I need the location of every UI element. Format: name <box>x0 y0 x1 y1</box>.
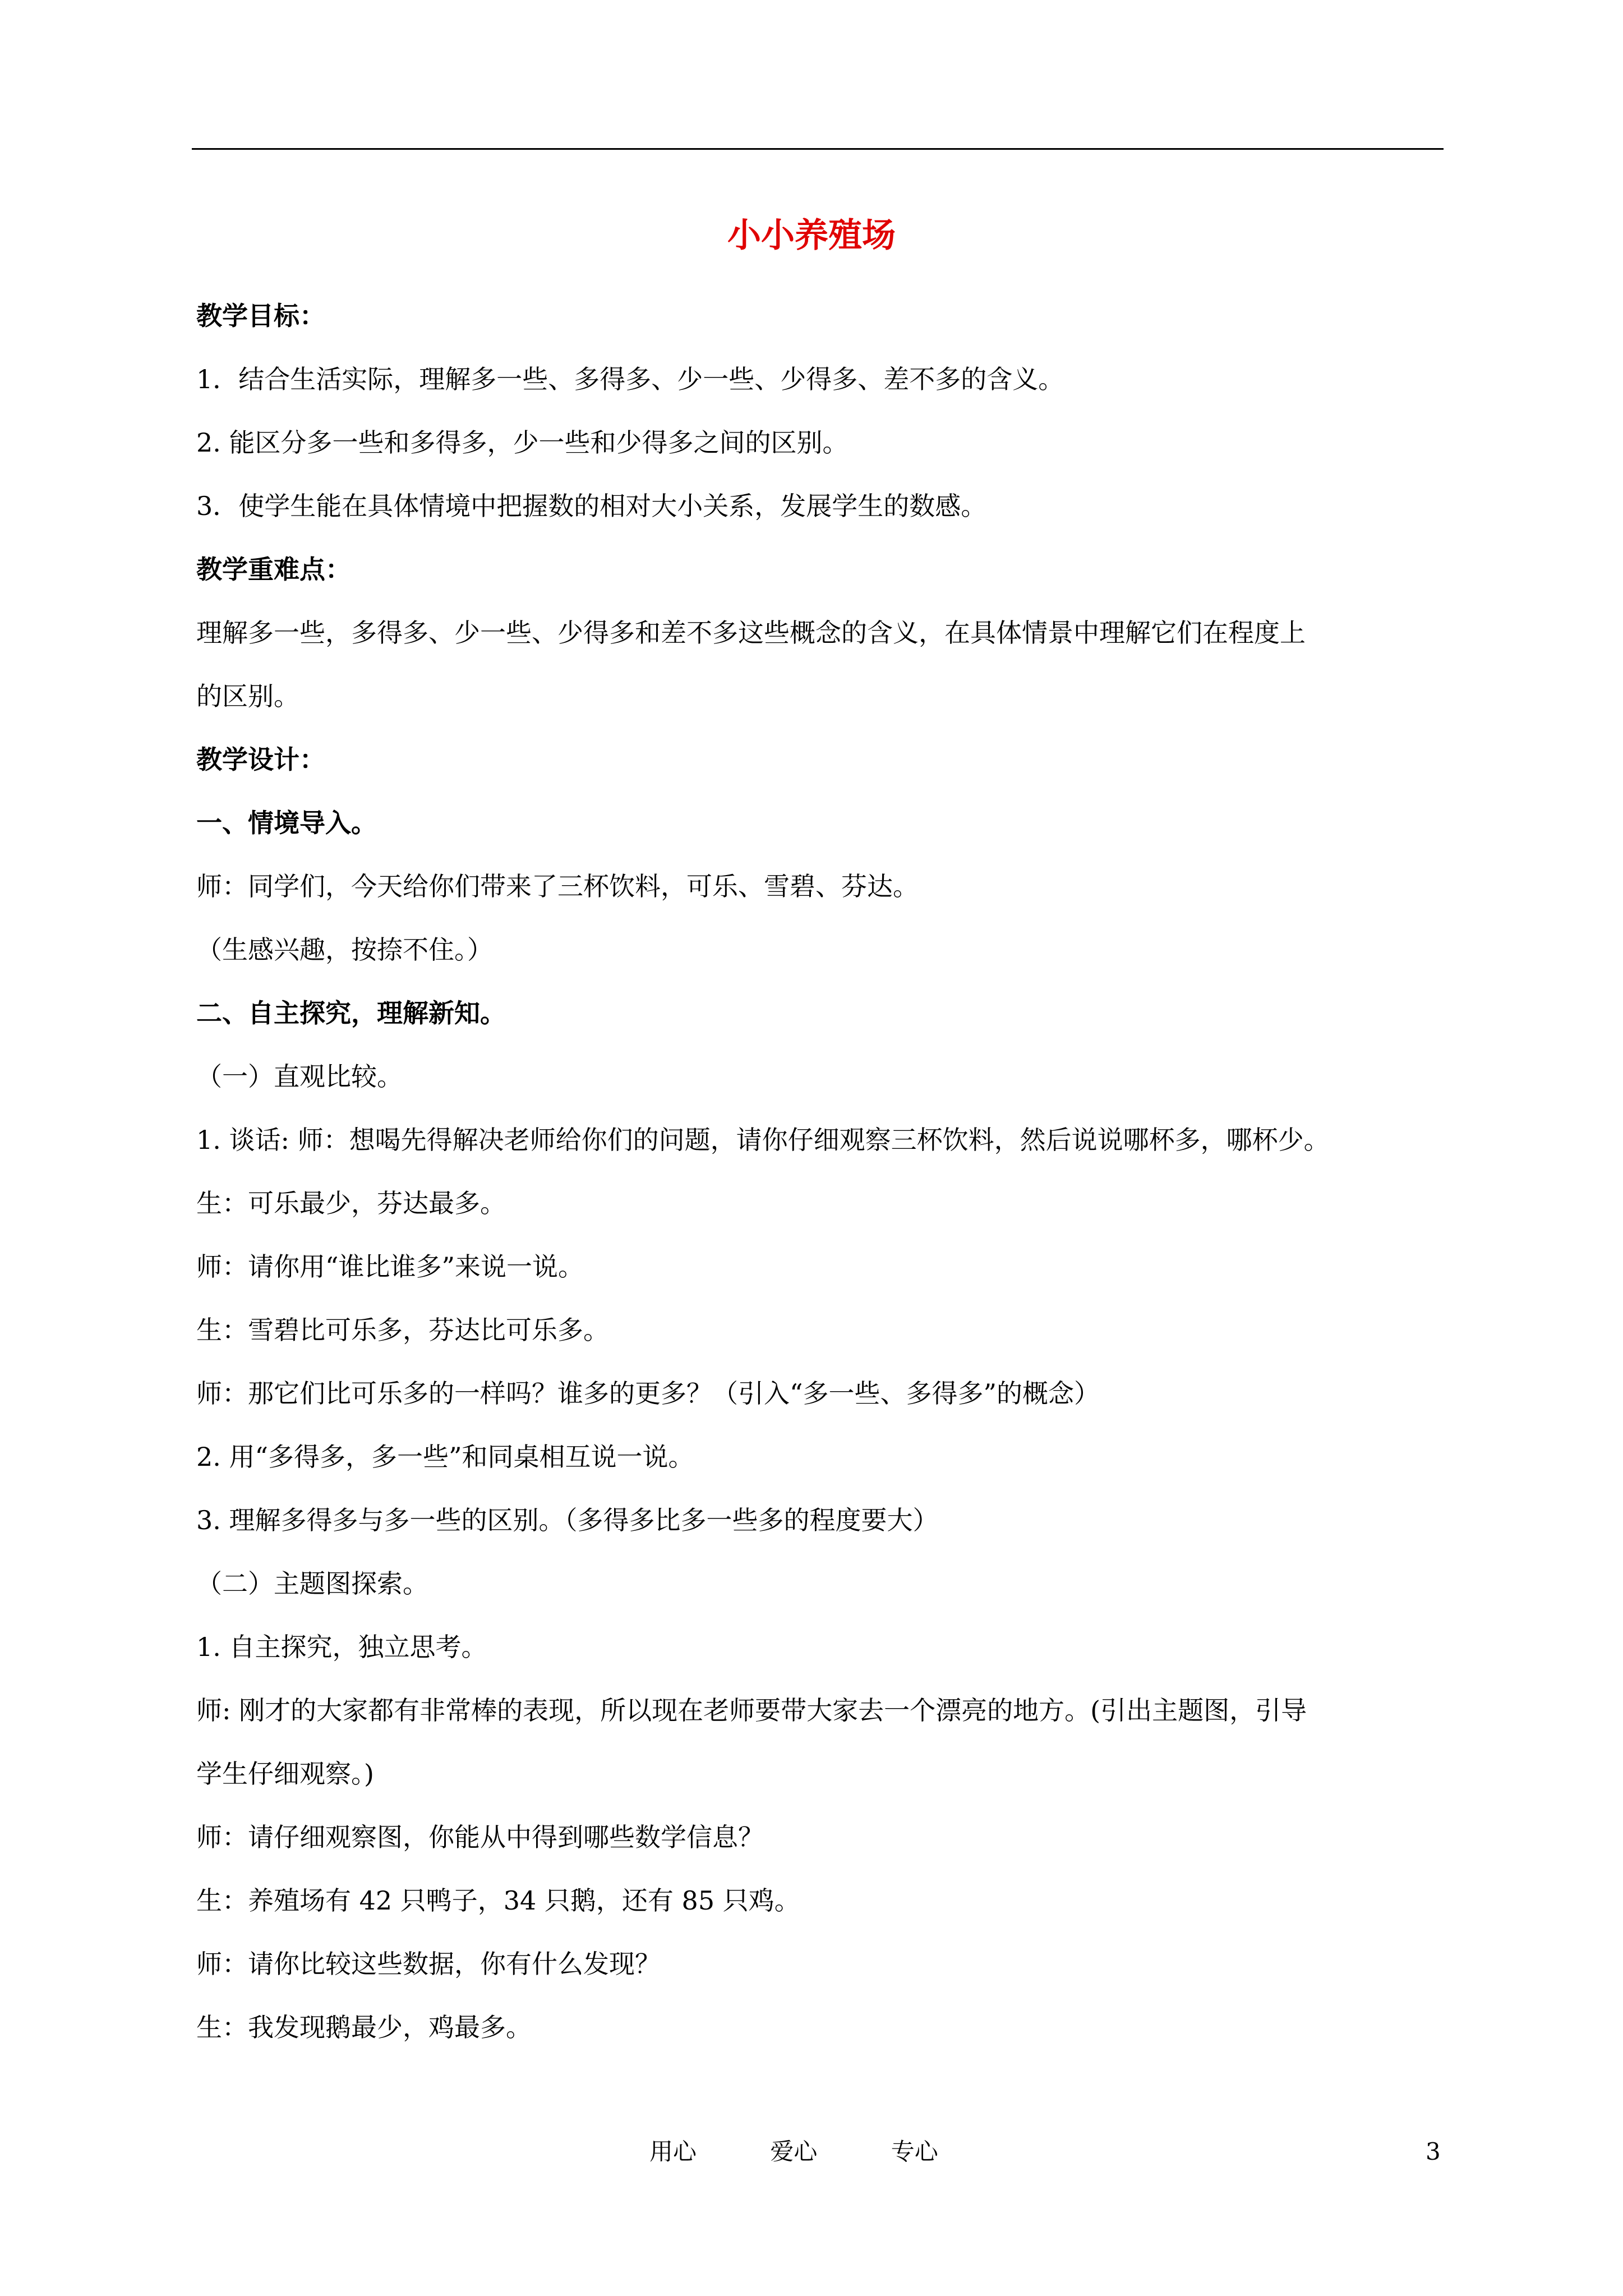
paragraph-line: 3．使学生能在具体情境中把握数的相对大小关系，发展学生的数感。 <box>196 491 987 521</box>
paragraph-line: 的区别。 <box>196 681 299 711</box>
footer-motto-item: 爱心 <box>770 2138 818 2165</box>
paragraph-line: （一）直观比较。 <box>196 1061 403 1092</box>
paragraph-line: 1. 自主探究，独立思考。 <box>196 1632 487 1662</box>
paragraph-line: 师: 刚才的大家都有非常棒的表现，所以现在老师要带大家去一个漂亮的地方。(引出主题图，引导 <box>196 1695 1307 1726</box>
page-number: 3 <box>1426 2138 1441 2165</box>
paragraph-line: （二）主题图探索。 <box>196 1568 428 1599</box>
section-heading-key-points: 教学重难点： <box>196 554 351 585</box>
section-heading-objectives: 教学目标： <box>196 301 325 331</box>
paragraph-line: 生：可乐最少，芬达最多。 <box>196 1188 506 1218</box>
paragraph-line: （生感兴趣，按捺不住。） <box>196 935 493 965</box>
paragraph-line: 师：请你用“谁比谁多”来说一说。 <box>196 1251 584 1282</box>
paragraph-line: 2. 用“多得多，多一些”和同桌相互说一说。 <box>196 1442 694 1472</box>
paragraph-line: 师：请你比较这些数据，你有什么发现？ <box>196 1949 661 1979</box>
paragraph-line: 1. 谈话: 师：想喝先得解决老师给你们的问题，请你仔细观察三杯饮料，然后说说哪杯多，哪杯少。 <box>196 1125 1330 1155</box>
paragraph-line: 生：我发现鹅最少，鸡最多。 <box>196 2012 532 2042</box>
paragraph-line: 3. 理解多得多与多一些的区别。（多得多比多一些多的程度要大） <box>196 1505 939 1535</box>
paragraph-line: 师：那它们比可乐多的一样吗？谁多的更多？（引入“多一些、多得多”的概念） <box>196 1378 1100 1409</box>
paragraph-line: 生：雪碧比可乐多，芬达比可乐多。 <box>196 1315 609 1345</box>
paragraph-line: 理解多一些，多得多、少一些、少得多和差不多这些概念的含义，在具体情景中理解它们在程度上 <box>196 618 1306 648</box>
paragraph-line: 学生仔细观察。) <box>196 1759 374 1789</box>
paragraph-line: 师：请仔细观察图，你能从中得到哪些数学信息？ <box>196 1822 764 1852</box>
footer-motto-item: 用心 <box>649 2138 697 2165</box>
paragraph-line: 生：养殖场有 42 只鸭子，34 只鹅，还有 85 只鸡。 <box>196 1885 800 1916</box>
paragraph-line: 2. 能区分多一些和多得多，少一些和少得多之间的区别。 <box>196 427 849 458</box>
page-title: 小小养殖场 <box>727 216 896 255</box>
section-heading-design: 教学设计： <box>196 744 325 775</box>
section-heading-explore: 二、自主探究，理解新知。 <box>196 998 506 1028</box>
section-heading-intro: 一、情境导入。 <box>196 808 377 838</box>
paragraph-line: 师：同学们，今天给你们带来了三杯饮料，可乐、雪碧、芬达。 <box>196 871 919 901</box>
paragraph-line: 1．结合生活实际，理解多一些、多得多、少一些、少得多、差不多的含义。 <box>196 364 1064 394</box>
footer-motto <box>649 2136 1004 2168</box>
header-rule <box>192 148 1444 150</box>
footer-motto-item: 专心 <box>891 2138 938 2165</box>
